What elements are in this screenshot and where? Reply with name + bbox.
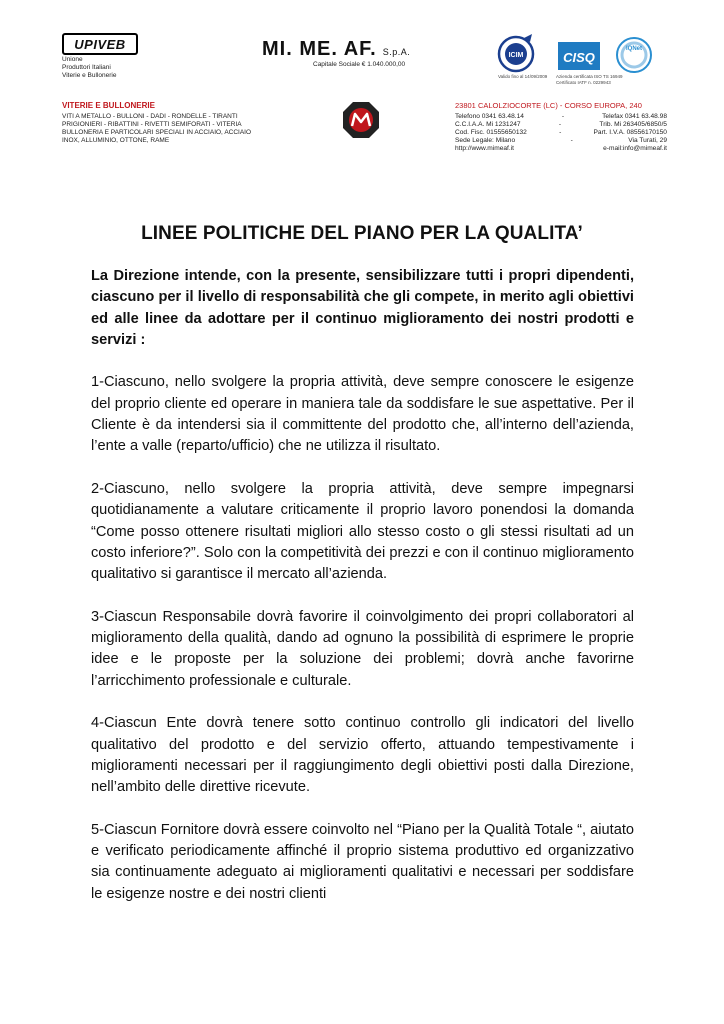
cisq-label: CISQ	[563, 50, 595, 65]
upiveb-line: Viterie e Bullonerie	[62, 72, 117, 79]
contact-right: Telefax 0341 63.48.98	[602, 113, 667, 120]
policy-point-3: 3-Ciascun Responsabile dovrà favorire il coinvolgimento dei propri collaboratori al miglioramento della qualità, dando ad ognuno la possibilità di esprimere le proprie idee e le proposte per la soluzione dei problemi; dovrà anche favorirne l’arricchimento professionale e culturale.	[91, 608, 634, 689]
policy-point-1: 1-Ciascuno, nello svolgere la propria attività, deve sempre conoscere le esigenze del proprio cliente ed operare in maniera tale da soddisfare le sue aspettative. Per il Cliente è da intendersi sia il committente del prodotto che, all’interno dell’azienda, l’ente a valle (reparto/ufficio) che ne utilizza il risultato.	[91, 374, 634, 455]
icim-label: ICIM	[508, 52, 524, 59]
contact-right: Trib. Mi 263405/6850/5	[599, 121, 667, 129]
website-link[interactable]: http://www.mimeaf.it	[455, 145, 514, 153]
product-line: INOX, ALLUMINIO, OTTONE, RAME	[62, 137, 170, 145]
company-suffix: S.p.A.	[382, 47, 411, 57]
contact-right: Via Turati, 29	[628, 137, 667, 145]
company-name-text: MI. ME. AF.	[262, 38, 377, 60]
contact-line	[455, 121, 667, 129]
policy-point-5: 5-Ciascun Fornitore dovrà essere coinvolto nel “Piano per la Qualità Totale “, aiutato e verificato periodicamente affinché il proprio sistema produttivo ed organizzativo sia continuamente adeguato ai miglioramenti qualitativi e necessari per soddisfare le esigenze nostre e dei nostri clienti	[91, 821, 634, 902]
product-section-title: VITERIE E BULLONERIE	[62, 101, 155, 110]
contact-sep: -	[559, 129, 562, 137]
contact-left: C.C.I.A.A. Mi 1231247	[455, 121, 521, 129]
contact-line	[455, 129, 667, 137]
contact-left: Telefono 0341 63.48.14	[455, 113, 524, 120]
iqnet-certification-logo	[612, 34, 656, 81]
iqnet-label: IQNet	[625, 46, 643, 52]
upiveb-caption	[62, 56, 116, 80]
policy-point-2: 2-Ciascuno, nello svolgere la propria attività, deve sempre impegnarsi quotidianamente a valutare criticamente il proprio lavoro ponendosi la domanda “Come posso ottenere risultati migliori allo stesso costo o gli stessi risultati ad un costo inferiore?”. Solo con la competitività dei prezzi e con il continuo miglioramento qualitativo si garantisce il mercato all’azienda.	[91, 480, 634, 583]
company-name	[262, 38, 410, 61]
document-title: LINEE POLITICHE DEL PIANO PER LA QUALITA’	[141, 223, 583, 244]
product-line: VITI A METALLO - BULLONI - DADI - RONDELLE - TIRANTI	[62, 113, 238, 120]
company-contact-info	[455, 113, 667, 153]
company-capital: Capitale Sociale € 1.040.000,00	[313, 61, 406, 68]
contact-left: Cod. Fisc. 01555650132	[455, 129, 527, 137]
contact-sep: -	[561, 113, 565, 120]
contact-line	[455, 137, 667, 145]
company-address: 23801 CALOLZIOCORTE (LC) - CORSO EUROPA, 240	[455, 101, 642, 110]
intro-paragraph: La Direzione intende, con la presente, sensibilizzare tutti i propri dipendenti, ciascuno per il livello di responsabilità che gli compete, in merito agli obiettivi ed alle linee da adottare per il continuo miglioramento dei nostri prodotti e servizi :	[91, 268, 634, 348]
contact-left: Sede Legale: Milano	[455, 137, 516, 145]
contact-line	[455, 113, 667, 121]
cisq-certification-logo	[556, 34, 623, 85]
product-line: PRIGIONIERI - RIBATTINI - RIVETTI SEMIFORATI - VITERIA	[62, 121, 242, 129]
contact-sep: -	[558, 121, 562, 129]
contact-line	[455, 145, 667, 153]
upiveb-line: Unione	[62, 56, 83, 63]
cisq-caption-line: Azienda certificata ISO TS 16949	[556, 74, 623, 79]
product-line: BULLONERIA E PARTICOLARI SPECIALI IN ACCIAIO, ACCIAIO	[62, 129, 252, 137]
product-list	[62, 113, 274, 145]
mimeaf-emblem-logo	[341, 100, 381, 145]
icim-certification-logo	[494, 34, 548, 81]
icim-caption: Valido fino al 14/09/2009	[498, 74, 548, 79]
email-link[interactable]: e-mail:info@mimeaf.it	[603, 145, 667, 153]
upiveb-line: Produttori Italiani	[62, 64, 111, 71]
contact-sep: -	[570, 137, 573, 145]
upiveb-logo: UPIVEB	[62, 33, 138, 55]
contact-right: Part. I.V.A. 08556170150	[593, 129, 667, 137]
cisq-caption-line: Certificato IATF n. 0229943	[556, 79, 611, 85]
policy-point-4: 4-Ciascun Ente dovrà tenere sotto continuo controllo gli indicatori del livello qualitativo del prodotto e del servizio offerto, attuando tempestivamente i miglioramenti necessari per il raggiungimento degli obiettivi posti dalla Direzione, nell’ambito delle direttive ricevute.	[91, 715, 634, 796]
document-body	[91, 266, 634, 926]
